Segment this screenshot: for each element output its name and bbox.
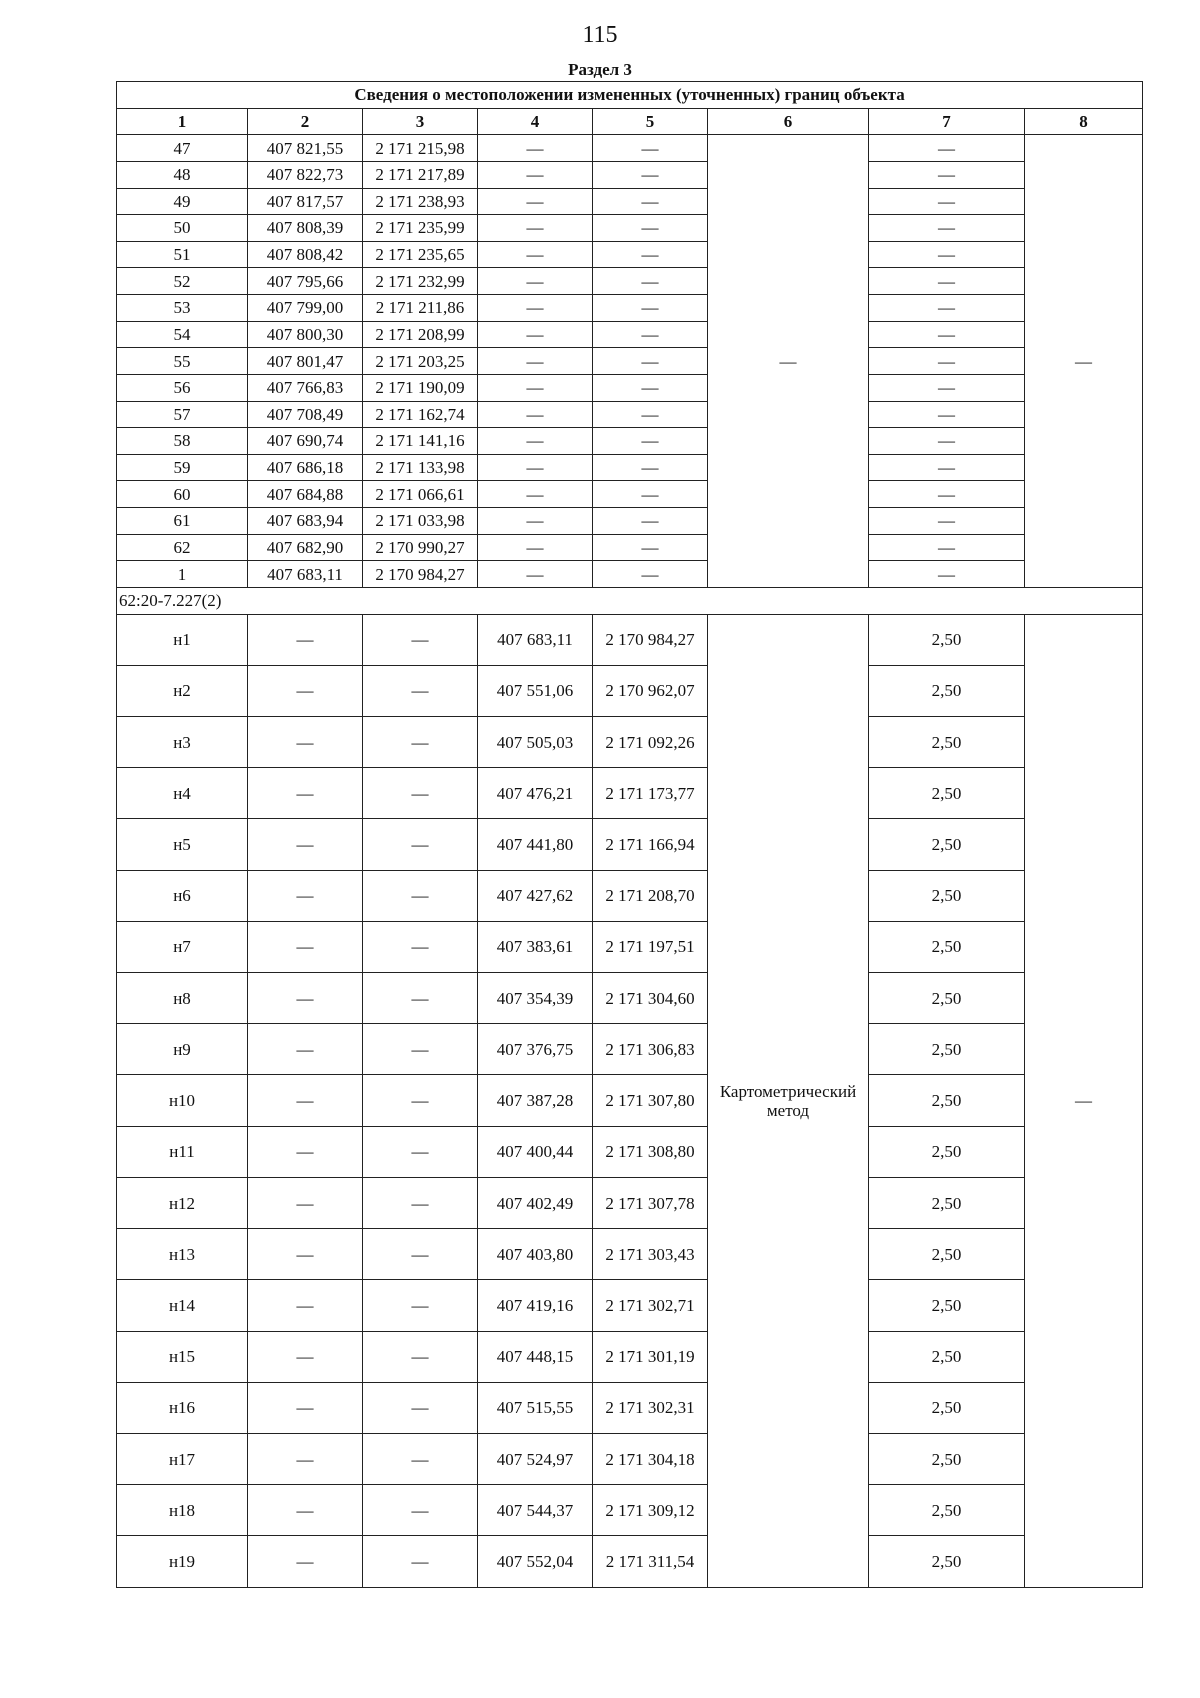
table-cell: 2,50 bbox=[869, 870, 1025, 921]
table-cell: — bbox=[478, 135, 593, 162]
col6-merged-cell: — bbox=[708, 135, 869, 588]
table-cell: 407 354,39 bbox=[478, 973, 593, 1024]
table-cell: — bbox=[593, 215, 708, 242]
table-cell: 407 400,44 bbox=[478, 1126, 593, 1177]
table-cell: 2,50 bbox=[869, 768, 1025, 819]
table-cell: 407 684,88 bbox=[248, 481, 363, 508]
table-cell: — bbox=[248, 1229, 363, 1280]
table-cell: — bbox=[363, 768, 478, 819]
table-cell: — bbox=[363, 973, 478, 1024]
table-cell: 407 515,55 bbox=[478, 1382, 593, 1433]
table-cell: 407 708,49 bbox=[248, 401, 363, 428]
table-cell: 407 544,37 bbox=[478, 1485, 593, 1536]
table-cell: 407 552,04 bbox=[478, 1536, 593, 1588]
table-cell: — bbox=[248, 1382, 363, 1433]
table-row bbox=[117, 401, 1143, 428]
column-header-row bbox=[117, 108, 1143, 135]
section-title: Раздел 3 bbox=[568, 60, 632, 79]
table-cell: — bbox=[363, 870, 478, 921]
table-cell: — bbox=[248, 1177, 363, 1228]
table-cell: н11 bbox=[117, 1126, 248, 1177]
table-cell: 2,50 bbox=[869, 1434, 1025, 1485]
table-cell: 2 171 211,86 bbox=[363, 295, 478, 322]
table-cell: — bbox=[869, 401, 1025, 428]
table-cell: — bbox=[478, 241, 593, 268]
table-cell: — bbox=[248, 1075, 363, 1126]
table-row bbox=[117, 188, 1143, 215]
table-cell: 61 bbox=[117, 508, 248, 535]
table-cell: — bbox=[248, 1485, 363, 1536]
table-cell: — bbox=[248, 1024, 363, 1075]
table-cell: — bbox=[478, 295, 593, 322]
table-cell: 407 683,94 bbox=[248, 508, 363, 535]
table-row bbox=[117, 1126, 1143, 1177]
table-cell: 2,50 bbox=[869, 1075, 1025, 1126]
table-cell: 2,50 bbox=[869, 665, 1025, 716]
table-row bbox=[117, 348, 1143, 375]
col8-merged-cell: — bbox=[1025, 135, 1143, 588]
table-cell: — bbox=[869, 268, 1025, 295]
table-cell: 407 441,80 bbox=[478, 819, 593, 870]
table-cell: 2 171 306,83 bbox=[593, 1024, 708, 1075]
table-row bbox=[117, 135, 1143, 162]
table-cell: — bbox=[869, 508, 1025, 535]
table-cell: — bbox=[593, 374, 708, 401]
table-cell: 2 171 092,26 bbox=[593, 716, 708, 767]
table-cell: 2 171 197,51 bbox=[593, 921, 708, 972]
table-cell: н2 bbox=[117, 665, 248, 716]
table-cell: — bbox=[593, 428, 708, 455]
table-cell: 2,50 bbox=[869, 1280, 1025, 1331]
table-cell: — bbox=[869, 561, 1025, 588]
table-cell: 2 170 984,27 bbox=[363, 561, 478, 588]
table-cell: н4 bbox=[117, 768, 248, 819]
table-cell: — bbox=[478, 534, 593, 561]
table-cell: 49 bbox=[117, 188, 248, 215]
table-cell: 62 bbox=[117, 534, 248, 561]
table-cell: 407 682,90 bbox=[248, 534, 363, 561]
column-header: 5 bbox=[593, 108, 708, 135]
table-cell: н19 bbox=[117, 1536, 248, 1588]
table-cell: — bbox=[363, 1434, 478, 1485]
method-merged-cell: Картометрический метод bbox=[708, 614, 869, 1588]
column-header: 7 bbox=[869, 108, 1025, 135]
table-cell: — bbox=[593, 508, 708, 535]
table-cell: — bbox=[869, 454, 1025, 481]
table-cell: 407 387,28 bbox=[478, 1075, 593, 1126]
table-cell: 60 bbox=[117, 481, 248, 508]
table-cell: — bbox=[478, 374, 593, 401]
table-cell: 2 171 307,80 bbox=[593, 1075, 708, 1126]
table-cell: 407 817,57 bbox=[248, 188, 363, 215]
table-cell: 2,50 bbox=[869, 1126, 1025, 1177]
table-cell: — bbox=[593, 348, 708, 375]
table-row bbox=[117, 1434, 1143, 1485]
column-header: 6 bbox=[708, 108, 869, 135]
col8-merged-cell: — bbox=[1025, 614, 1143, 1588]
table-cell: 2 171 141,16 bbox=[363, 428, 478, 455]
table-cell: 2 171 208,99 bbox=[363, 321, 478, 348]
table-cell: 407 766,83 bbox=[248, 374, 363, 401]
table-row bbox=[117, 665, 1143, 716]
coordinates-table bbox=[116, 81, 1143, 1588]
table-cell: — bbox=[869, 374, 1025, 401]
table-cell: — bbox=[593, 401, 708, 428]
table-cell: — bbox=[363, 1382, 478, 1433]
table-cell: 2 171 203,25 bbox=[363, 348, 478, 375]
table-cell: — bbox=[593, 135, 708, 162]
table-row bbox=[117, 1177, 1143, 1228]
table-cell: — bbox=[248, 870, 363, 921]
table-cell: — bbox=[363, 1536, 478, 1588]
table-cell: н16 bbox=[117, 1382, 248, 1433]
table-cell: 407 801,47 bbox=[248, 348, 363, 375]
table-cell: 2 171 304,60 bbox=[593, 973, 708, 1024]
subsection-label: 62:20-7.227(2) bbox=[117, 587, 1143, 614]
table-cell: — bbox=[248, 1434, 363, 1485]
table-cell: н10 bbox=[117, 1075, 248, 1126]
table-cell: 2,50 bbox=[869, 921, 1025, 972]
table-cell: 54 bbox=[117, 321, 248, 348]
table-cell: 407 821,55 bbox=[248, 135, 363, 162]
table-cell: — bbox=[363, 614, 478, 665]
table-row bbox=[117, 215, 1143, 242]
table-cell: 58 bbox=[117, 428, 248, 455]
table-cell: — bbox=[248, 716, 363, 767]
table-row bbox=[117, 1382, 1143, 1433]
table-row bbox=[117, 1485, 1143, 1536]
table-row bbox=[117, 374, 1143, 401]
table-cell: — bbox=[363, 1331, 478, 1382]
table-row bbox=[117, 241, 1143, 268]
table-cell: 2 171 232,99 bbox=[363, 268, 478, 295]
table-cell: 2 171 166,94 bbox=[593, 819, 708, 870]
table-cell: н18 bbox=[117, 1485, 248, 1536]
table-cell: — bbox=[363, 665, 478, 716]
table-cell: 2 171 033,98 bbox=[363, 508, 478, 535]
table-cell: — bbox=[593, 241, 708, 268]
table-cell: 407 683,11 bbox=[248, 561, 363, 588]
table-cell: 2 170 984,27 bbox=[593, 614, 708, 665]
table-cell: 2,50 bbox=[869, 1177, 1025, 1228]
table-cell: 52 bbox=[117, 268, 248, 295]
table-cell: 2 171 307,78 bbox=[593, 1177, 708, 1228]
table-cell: — bbox=[478, 188, 593, 215]
table-row bbox=[117, 819, 1143, 870]
table-cell: 2,50 bbox=[869, 1331, 1025, 1382]
table-row bbox=[117, 614, 1143, 665]
table-cell: — bbox=[248, 921, 363, 972]
table-cell: н9 bbox=[117, 1024, 248, 1075]
table-cell: — bbox=[869, 348, 1025, 375]
table-cell: 2 171 133,98 bbox=[363, 454, 478, 481]
table-cell: — bbox=[363, 1177, 478, 1228]
table-cell: — bbox=[478, 215, 593, 242]
table-row bbox=[117, 561, 1143, 588]
table-row bbox=[117, 295, 1143, 322]
table-cell: — bbox=[478, 321, 593, 348]
table-cell: 2 171 309,12 bbox=[593, 1485, 708, 1536]
table-row bbox=[117, 428, 1143, 455]
table-cell: — bbox=[869, 188, 1025, 215]
table-row bbox=[117, 1075, 1143, 1126]
table-cell: 2 171 190,09 bbox=[363, 374, 478, 401]
table-cell: — bbox=[478, 508, 593, 535]
table-cell: — bbox=[248, 665, 363, 716]
table-cell: — bbox=[363, 1024, 478, 1075]
table-cell: — bbox=[869, 534, 1025, 561]
table-cell: 2 171 303,43 bbox=[593, 1229, 708, 1280]
table-row bbox=[117, 921, 1143, 972]
table-cell: 407 808,42 bbox=[248, 241, 363, 268]
table-cell: 2,50 bbox=[869, 716, 1025, 767]
table-cell: 407 799,00 bbox=[248, 295, 363, 322]
table-cell: 2 171 162,74 bbox=[363, 401, 478, 428]
table-cell: — bbox=[363, 716, 478, 767]
table-cell: — bbox=[478, 561, 593, 588]
table-cell: 55 bbox=[117, 348, 248, 375]
table-row bbox=[117, 716, 1143, 767]
table-cell: — bbox=[869, 321, 1025, 348]
table-row bbox=[117, 1024, 1143, 1075]
table-cell: 57 bbox=[117, 401, 248, 428]
table-cell: 407 551,06 bbox=[478, 665, 593, 716]
table-cell: 407 683,11 bbox=[478, 614, 593, 665]
table-row bbox=[117, 1331, 1143, 1382]
table-cell: 53 bbox=[117, 295, 248, 322]
table-cell: 407 795,66 bbox=[248, 268, 363, 295]
table-row bbox=[117, 161, 1143, 188]
table-cell: н8 bbox=[117, 973, 248, 1024]
table-cell: — bbox=[593, 268, 708, 295]
table-cell: 50 bbox=[117, 215, 248, 242]
subsection-row bbox=[117, 587, 1143, 614]
table-cell: 48 bbox=[117, 161, 248, 188]
table-cell: — bbox=[593, 161, 708, 188]
table-row bbox=[117, 321, 1143, 348]
table-cell: 2 171 235,65 bbox=[363, 241, 478, 268]
table-cell: 1 bbox=[117, 561, 248, 588]
table-row bbox=[117, 268, 1143, 295]
table-row bbox=[117, 454, 1143, 481]
table-cell: — bbox=[869, 428, 1025, 455]
table-cell: 407 419,16 bbox=[478, 1280, 593, 1331]
table-cell: — bbox=[363, 1485, 478, 1536]
table-cell: — bbox=[248, 973, 363, 1024]
table-cell: — bbox=[363, 1126, 478, 1177]
table-cell: — bbox=[248, 1280, 363, 1331]
table-cell: 407 476,21 bbox=[478, 768, 593, 819]
table-cell: 56 bbox=[117, 374, 248, 401]
table-cell: 2,50 bbox=[869, 973, 1025, 1024]
table-cell: н17 bbox=[117, 1434, 248, 1485]
table-cell: — bbox=[593, 188, 708, 215]
table-row bbox=[117, 1229, 1143, 1280]
table-cell: — bbox=[248, 1331, 363, 1382]
table-cell: — bbox=[593, 481, 708, 508]
table-cell: — bbox=[248, 819, 363, 870]
table-cell: 407 690,74 bbox=[248, 428, 363, 455]
table-cell: 2 171 311,54 bbox=[593, 1536, 708, 1588]
table-cell: — bbox=[478, 161, 593, 188]
table-cell: — bbox=[478, 401, 593, 428]
table-cell: 2 171 304,18 bbox=[593, 1434, 708, 1485]
table-cell: 51 bbox=[117, 241, 248, 268]
table-cell: н5 bbox=[117, 819, 248, 870]
table-cell: — bbox=[478, 428, 593, 455]
table-row bbox=[117, 870, 1143, 921]
table-cell: 59 bbox=[117, 454, 248, 481]
table-cell: н6 bbox=[117, 870, 248, 921]
table-cell: 2,50 bbox=[869, 1382, 1025, 1433]
table-title: Сведения о местоположении измененных (уточненных) границ объекта bbox=[117, 82, 1143, 109]
table-cell: 407 376,75 bbox=[478, 1024, 593, 1075]
table-title-row bbox=[117, 82, 1143, 109]
table-cell: — bbox=[363, 921, 478, 972]
table-cell: — bbox=[248, 768, 363, 819]
table-cell: 407 505,03 bbox=[478, 716, 593, 767]
table-row bbox=[117, 1536, 1143, 1588]
table-row bbox=[117, 534, 1143, 561]
table-cell: 2,50 bbox=[869, 614, 1025, 665]
column-header: 2 bbox=[248, 108, 363, 135]
table-cell: — bbox=[869, 241, 1025, 268]
table-cell: — bbox=[869, 135, 1025, 162]
table-cell: 2 171 066,61 bbox=[363, 481, 478, 508]
table-cell: 407 808,39 bbox=[248, 215, 363, 242]
table-cell: — bbox=[593, 321, 708, 348]
table-cell: 2 171 235,99 bbox=[363, 215, 478, 242]
table-cell: — bbox=[478, 348, 593, 375]
table-row bbox=[117, 1280, 1143, 1331]
table-cell: н7 bbox=[117, 921, 248, 972]
table-cell: — bbox=[363, 1229, 478, 1280]
table-cell: — bbox=[869, 295, 1025, 322]
table-cell: 2 170 962,07 bbox=[593, 665, 708, 716]
page-number: 115 bbox=[582, 22, 618, 48]
table-cell: — bbox=[248, 1536, 363, 1588]
table-cell: 407 800,30 bbox=[248, 321, 363, 348]
table-cell: 407 822,73 bbox=[248, 161, 363, 188]
table-cell: 47 bbox=[117, 135, 248, 162]
table-cell: 407 524,97 bbox=[478, 1434, 593, 1485]
table-cell: 2 171 308,80 bbox=[593, 1126, 708, 1177]
table-row bbox=[117, 768, 1143, 819]
table-cell: — bbox=[363, 1075, 478, 1126]
table-cell: 407 402,49 bbox=[478, 1177, 593, 1228]
table-cell: н14 bbox=[117, 1280, 248, 1331]
table-cell: 2 171 301,19 bbox=[593, 1331, 708, 1382]
table-cell: 2,50 bbox=[869, 1536, 1025, 1588]
table-cell: 2 171 302,31 bbox=[593, 1382, 708, 1433]
table-row bbox=[117, 973, 1143, 1024]
table-cell: 2,50 bbox=[869, 1024, 1025, 1075]
table-cell: 2 171 173,77 bbox=[593, 768, 708, 819]
column-header: 1 bbox=[117, 108, 248, 135]
table-cell: — bbox=[593, 454, 708, 481]
table-cell: 2,50 bbox=[869, 1229, 1025, 1280]
table-cell: 407 686,18 bbox=[248, 454, 363, 481]
table-cell: — bbox=[593, 534, 708, 561]
column-header: 8 bbox=[1025, 108, 1143, 135]
table-cell: н15 bbox=[117, 1331, 248, 1382]
table-cell: н13 bbox=[117, 1229, 248, 1280]
table-cell: — bbox=[869, 161, 1025, 188]
table-row bbox=[117, 481, 1143, 508]
table-cell: 407 427,62 bbox=[478, 870, 593, 921]
table-cell: 2,50 bbox=[869, 1485, 1025, 1536]
table-cell: — bbox=[363, 1280, 478, 1331]
table-cell: 2 171 217,89 bbox=[363, 161, 478, 188]
table-cell: н12 bbox=[117, 1177, 248, 1228]
table-cell: н1 bbox=[117, 614, 248, 665]
table-row bbox=[117, 508, 1143, 535]
table-cell: — bbox=[478, 268, 593, 295]
table-cell: 2 171 215,98 bbox=[363, 135, 478, 162]
table-cell: — bbox=[869, 481, 1025, 508]
table-cell: 2,50 bbox=[869, 819, 1025, 870]
table-cell: — bbox=[363, 819, 478, 870]
table-cell: 2 170 990,27 bbox=[363, 534, 478, 561]
table-cell: 2 171 302,71 bbox=[593, 1280, 708, 1331]
table-cell: — bbox=[869, 215, 1025, 242]
table-cell: — bbox=[248, 1126, 363, 1177]
table-cell: — bbox=[593, 561, 708, 588]
table-cell: 407 383,61 bbox=[478, 921, 593, 972]
table-cell: 2 171 238,93 bbox=[363, 188, 478, 215]
table-cell: 2 171 208,70 bbox=[593, 870, 708, 921]
table-cell: — bbox=[478, 481, 593, 508]
table-cell: — bbox=[593, 295, 708, 322]
table-cell: 407 403,80 bbox=[478, 1229, 593, 1280]
table-cell: — bbox=[478, 454, 593, 481]
table-cell: н3 bbox=[117, 716, 248, 767]
column-header: 4 bbox=[478, 108, 593, 135]
table-cell: — bbox=[248, 614, 363, 665]
column-header: 3 bbox=[363, 108, 478, 135]
table-cell: 407 448,15 bbox=[478, 1331, 593, 1382]
